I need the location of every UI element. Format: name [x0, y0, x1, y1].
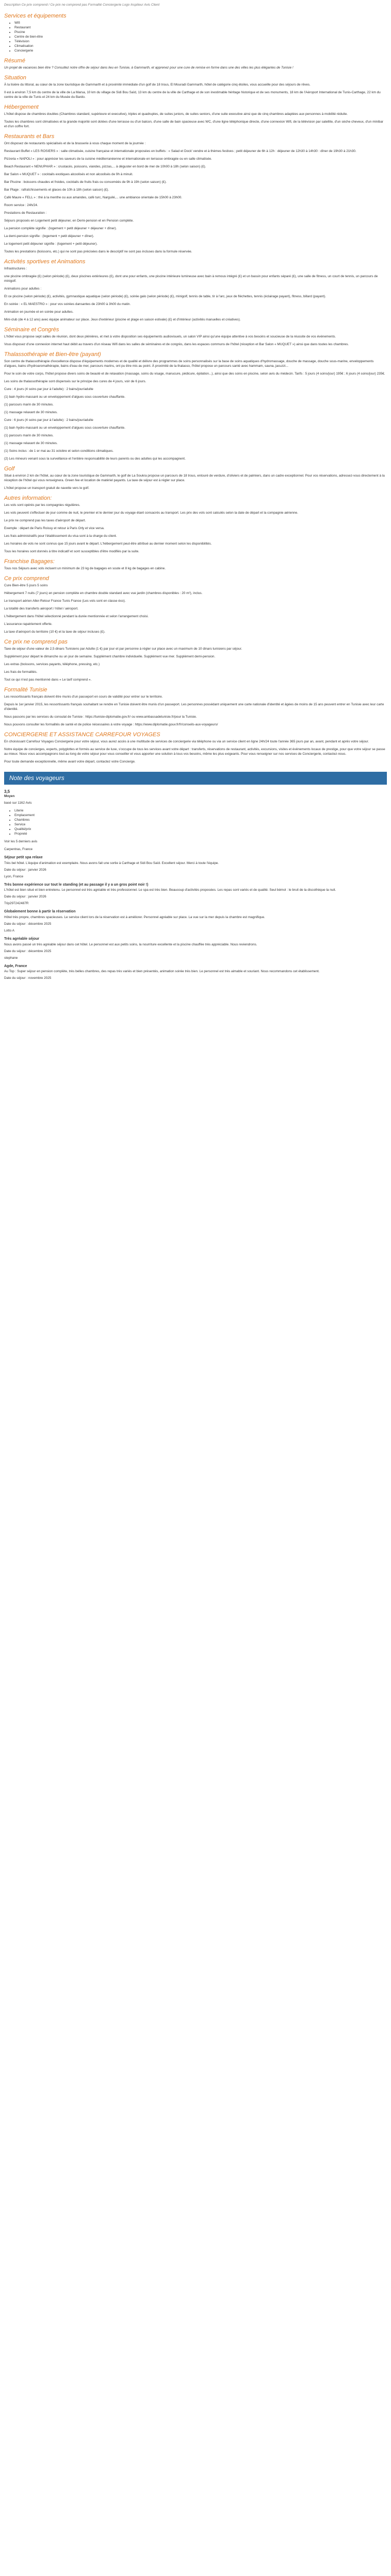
- review-title: Globalement bonne à partir la réservation: [4, 910, 76, 914]
- conciergerie-title: CONCIERGERIE ET ASSISTANCE CARREFOUR VOYAGES: [4, 732, 160, 738]
- thalasso-text: Pour le soin de votre corps, l'hôtel propose divers soins de beauté et de relaxation (massage, soins du visage, manucure, pédicure, épilation...), ainsi que des soins en piscine, selon avis du médecin. Tarifs : 5 jours (4 soins/jour) 195€ ; 6 jours (4 soins/jour) 235€.: [4, 372, 385, 376]
- reviews-filter[interactable]: Voir les 5 derniers avis: [4, 839, 38, 843]
- review-date: Date du séjour : novembre 2025: [4, 976, 52, 980]
- thalasso-cure: Cure : 6 jours (4 soins par jour à l'adulte) : 2 bains/jour/adulte: [4, 418, 93, 422]
- review-title: Séjour petit spa relaxe: [4, 855, 43, 859]
- review-author: Lyon, France: [4, 874, 24, 878]
- service-item: • Piscine: [14, 30, 387, 35]
- review-text: Hôtel très propre, chambres spacieuses. Le service client lors de la réservation est à améliorer. Personnel agréable sur place. La vue sur la mer depuis la chambre est magnifique.: [4, 916, 265, 919]
- prix-comprend-text: Hébergement 7 nuits (7 jours) en pension complète en chambre double standard avec vue jardin (chambres disponibles : 20 m²), inclus.: [4, 591, 203, 596]
- rating-category: • Literie: [14, 809, 387, 814]
- activites-text: Infrastructures :: [4, 267, 27, 271]
- restaurants-text: Ont disposez de restaurants spécialisés et de la brasserie à vous chaque moment de la journée :: [4, 142, 146, 146]
- restaurants-text: Restaurant Buffet « LES ROSIERS » : salle climatisée, cuisine française et internationale proposées en buffets : « Salad et Dock' vendre et à thèmes festives ; petit déjeuner de 6h à 12h : déjeuner de 12h30 à 14h30 : dîner de 19h30 à 21h30.: [4, 149, 356, 154]
- prix-ne-comprend-text: Taxe de séjour d'une valeur de 2,5 dinars Tunisiens par Adulte (1 €) par jour et par personne à régler sur place avec un maximum de 10 dinars tunisiens par séjour.: [4, 647, 242, 651]
- thalasso-cure-item: (1) bain hydro-massant ou un enveloppement d'algues sous couverture chauffante.: [4, 395, 125, 399]
- rating-category: • Chambres: [14, 818, 387, 823]
- restaurants-text: La pension complète signifie : (logement + petit déjeuner + déjeuner + dîner).: [4, 227, 117, 231]
- rating-score: 3,5: [4, 789, 10, 794]
- hebergement-title: Hébergement: [4, 104, 39, 111]
- prix-comprend-text: La totalité des transferts aéroport / hôtel / aéroport.: [4, 607, 78, 611]
- situation-title: Situation: [4, 75, 26, 81]
- thalasso-note: (2) Les mineurs venant sous la surveillance et l'entière responsabilité de leurs parents ou des adultes qui les accompagnent.: [4, 456, 186, 461]
- review-author: Carpentras, France: [4, 847, 33, 851]
- prix-comprend-text: Cure Bien-être 5 jours 5 soins: [4, 584, 48, 588]
- review-title: Très bonne expérience sur tout le standing (et au passage il y a un gros point noir !): [4, 883, 149, 887]
- review-author: stephane: [4, 956, 18, 960]
- review-text: Très bel hôtel. L'équipe d'animation est exemplaire. Nous avons fait une sortie à Carthage et Sidi Bou Saïd. Excellent séjour. Merci à toute l'équipe.: [4, 861, 219, 865]
- golf-text: Situé à environ 2 km de l'hôtel, au cœur de la zone touristique de Gammarth, le golf de La Soukra propose un parcours de 18 trous, entouré de verdure, d'oliviers et de palmiers, dans un cadre exceptionnel. Pour vos réservations, adressez-vous directement à la réception de l'hôtel qui vous renseignera. Green fee et location de matériel payants. La taxe de séjour est à régler sur place.: [4, 474, 385, 482]
- thalasso-title: Thalassothérapie et Bien-être (payant): [4, 351, 101, 358]
- franchise-title: Franchise Bagages:: [4, 558, 55, 565]
- autres-text: Le prix ne comprend pas les taxes d'aéroport de départ.: [4, 519, 86, 523]
- activites-text: une piscine ombragée (£) (selon période) (£), deux piscines extérieures (£), dont une pour enfants, une piscine intérieure lumineuse avec bain à remous intégré (£) et un bassin pour enfants séparé (£), une salle de fitness, un court de tennis, un parcours de minigolf.: [4, 275, 378, 283]
- autres-text: Les frais administratifs pour l'établissement du visa sont à la charge du client.: [4, 534, 117, 538]
- service-item: • Wifi: [14, 21, 387, 26]
- review-date: Date du séjour : janvier 2026: [4, 868, 46, 872]
- activites-text: Animations pour adultes :: [4, 287, 42, 291]
- review-author: Lotto A: [4, 928, 14, 933]
- review-text: L'hôtel est bien situé et bien entretenu. Le personnel est très agréable et très professionnel. Le spa est très bien. Beaucoup d'activités proposées. Les repas sont variés et de qualité. Seul bémol : le bruit de la discothèque la nuit.: [4, 888, 336, 892]
- formalite-text: Depuis le 1er janvier 2015, les ressortissants français souhaitant se rendre en Tunisie doivent être munis d'un passeport. Les personnes possédant uniquement une carte nationale d'identité et âgées de moins de 15 ans peuvent entrer en Tunisie avec leur carte d'identité.: [4, 703, 384, 711]
- formalite-title: Formalité Tunisie: [4, 687, 47, 693]
- services-list: [4, 21, 387, 54]
- conciergerie-text: En choisissant Carrefour Voyages Conciergerie pour votre séjour, vous aurez accès à une multitude de services de conciergerie via téléphone ou via un service client en ligne 24h/24 toute l'année 365 jours par an, avant, pendant et après votre séjour.: [4, 740, 369, 744]
- review: [4, 929, 387, 954]
- restaurants-text: Beach Restaurant « NENUPHAR » : crustacés, poissons, viandes, pizzas,... à déguster en bord de mer de 10h00 à 18h (selon saison) (£).: [4, 165, 206, 169]
- autres-text: Les horaires de vols ne sont connus que 15 jours avant le départ. L'hébergement peut-être attribué au dernier moment selon les disponibilités.: [4, 541, 212, 546]
- restaurants-text: Le logement petit déjeuner signifie : (logement + petit déjeuner).: [4, 242, 98, 246]
- prix-comprend-text: Le transport aérien Aller-Retour France Tunis France (Les vols sont en classe éco).: [4, 599, 126, 603]
- situation-text: À la lisière du littoral, au cœur de la zone touristique de Gammarth et à proximité immédiate d'un golf de 18 trous, El Mouradi Gammarth, hôtel de catégorie cinq étoiles, vous accueille pour des séjours de rêves.: [4, 83, 311, 87]
- thalasso-cure-item: (1) parcours marin de 30 minutes.: [4, 433, 54, 437]
- service-item: • Restaurant: [14, 26, 387, 30]
- reviews-bar: Note des voyageurs: [4, 772, 387, 785]
- prix-ne-comprend-text: Tout ce qui n'est pas mentionné dans « Le tarif comprend ».: [4, 678, 92, 682]
- restaurants-text: Bar Piscine : boissons chaudes et froides, cocktails de fruits frais ou consoméés de 9h à 19h (selon saison) (£).: [4, 180, 167, 184]
- activites-text: Et ce piscine (selon période) (£), activités, gymnastique aquatique (selon période) (£), soirée galo (selon période) (£), minigolf, tennis de table, tir à l'arc, jeux de fléchettes, tennis (éclairage payant), fitness, billard (payant).: [4, 295, 326, 299]
- conciergerie-text: Notre équipe de concierges, experts, polyglottes et formés au service de luxe, s'occupe de tous les services avant votre départ : transferts, réservations de restaurant, activités, excursions, visites et événements locaux de prestige, pour que votre séjour se passe au mieux. Nous vous accompagnons tout au long de votre séjour pour vous conseiller et vous apporter une solution à tous vos besoins, même les plus exigeants. Pour vous renseigner sur nos services de Conciergerie, contactez-nous.: [4, 748, 385, 756]
- rating-categories: [4, 809, 387, 837]
- rating-category: • Propreté: [14, 832, 387, 837]
- prix-comprend-text: L'assurance rapatriement offerte.: [4, 622, 53, 626]
- autres-text: Les vols sont opérés par les compagnies régulières.: [4, 503, 80, 507]
- review: [4, 875, 387, 900]
- restaurants-text: Séjours proposés en Logement petit déjeuner, en Demi-pension et en Pension complète.: [4, 219, 134, 223]
- rating-category: • Service: [14, 823, 387, 827]
- autres-text: Tous les horaires sont donnés à titre indicatif et sont susceptibles d'être modifiés par la suite.: [4, 549, 139, 553]
- conciergerie-text: Pour toute demande exceptionnelle, même avant votre départ, contactez votre Concierge.: [4, 760, 136, 764]
- review: [4, 848, 387, 873]
- review-date: Date du séjour : décembre 2025: [4, 922, 52, 926]
- service-item: • Conciergerie: [14, 49, 387, 54]
- golf-text: L'hôtel propose un transport gratuit de navette vers le golf.: [4, 486, 89, 490]
- rating-category: • Emplacement: [14, 814, 387, 818]
- review-title: Agde, France: [4, 964, 27, 968]
- activites-title: Activités sportives et Animations: [4, 259, 86, 265]
- activites-text: En soirée : « EL MAESTRO » : pour vos soirées dansantes de 23h00 à 3h00 du matin.: [4, 302, 131, 307]
- franchise-text: Tous nos Séjours avec vols incluent un minimum de 23 kg de bagages en soute et 8 kg de bagages en cabine.: [4, 567, 166, 571]
- thalasso-note: (1) Soins inclus : de 1 er mai au 31 octobre et selon conditions climatiques.: [4, 449, 114, 453]
- restaurants-text: Bar Salon « MUQUET » : cocktails exotiques alcoolisés et non alcoolisés de 9h à minuit.: [4, 173, 133, 177]
- review-date: Date du séjour : janvier 2026: [4, 895, 46, 899]
- restaurants-text: Toutes les prestations (boissons, etc.) qui ne sont pas précisées dans le descriptif ne sont pas incluses dans la formule réservée.: [4, 250, 192, 254]
- seminaire-title: Séminaire et Congrès: [4, 326, 59, 333]
- activites-text: Animation en journée et en soirée pour adultes.: [4, 310, 74, 314]
- prix-comprend-text: L'hébergement dans l'hôtel sélectionné pendant la durée mentionnée et selon l'arrangement choisi.: [4, 615, 149, 619]
- thalasso-cure-item: (1) parcours marin de 30 minutes.: [4, 403, 54, 407]
- prix-comprend-text: La taxe d'aéroport du territoire (10 €) et la taxe de séjour incluses (£).: [4, 630, 105, 634]
- resume-text: Un projet de vacances bien être ? Consultez notre offre de séjour dans lieu en Tunisie, à Gammarth, et apprenez pour une cure de remise en forme dans une des villes les plus élégantes de Tunisie !: [4, 66, 294, 70]
- restaurants-text: Pizzeria « NAPOLI » : pour apprécier les saveurs de la cuisine méditerranéenne et internationale en terrasse ombragée ou en salle climatisée.: [4, 157, 212, 161]
- service-item: • Télévision: [14, 40, 387, 44]
- autres-text: Exemple : départ de Paris Roissy et retour à Paris Orly et vice versa.: [4, 527, 105, 530]
- review-author: Trip297242487R: [4, 902, 29, 906]
- review-text: Nous avons passé un très agréable séjour dans cet hôtel. Le personnel est aux petits soins, la nourriture excellente et la piscine chauffée très appréciable. Nous reviendrons.: [4, 942, 257, 946]
- restaurants-text: Prestations de Restauration :: [4, 211, 47, 215]
- resume-title: Résumé: [4, 57, 25, 64]
- review: [4, 902, 387, 927]
- formalite-text: Nous passons par les services du consulat de Tunisie : https://tunisie-diplomatie.gov.fr/ ou www.ambassadetunisie.fr/pour la Tunisie.: [4, 715, 197, 719]
- golf-title: Golf: [4, 465, 15, 472]
- restaurants-title: Restaurants et Bars: [4, 133, 55, 140]
- formalite-text: Les ressortissants français doivent être munis d'un passeport en cours de validité pour entrer sur le territoire.: [4, 695, 163, 699]
- prix-ne-comprend-text: Les extras (boissons, services payants, téléphone, pressing, etc.): [4, 663, 100, 667]
- hebergement-text: L'hôtel dispose de chambres doubles (Chambres standard, supérieure et executive), triples et quadruples, de suites juniors, de suites seniors, d'une suite executive ainsi que de cinq chambres adaptées aux personnes à mobilité réduite.: [4, 112, 348, 116]
- autres-title: Autres information:: [4, 495, 52, 501]
- review-text: Au Top : Super séjour en pension complète, très belles chambres, des repas très variés et bien présentés, animation soirée très bien. Le personnel est très aimable et souriant. Nous recommandons cet établissement.: [4, 970, 320, 974]
- prix-comprend-title: Ce prix comprend: [4, 575, 49, 582]
- autres-text: Les vols peuvent s'effectuer de jour comme de nuit, le premier et le dernier jour du voyage étant consacrés au transport. Les prix des vols sont calculés selon la date de départ et la compagnie aérienne.: [4, 511, 298, 515]
- review-date: Date du séjour : décembre 2025: [4, 949, 52, 953]
- formalite-text: Nous pouvons consulter les formalités de santé et de police nécessaires à votre voyage : https://www.diplomatie.gouv.fr/fr/conseils-aux-voyageurs/: [4, 723, 218, 727]
- thalasso-text: Les soins de thalassothérapie sont dispensés sur le principe des cures de 4 jours, voir de 6 jours.: [4, 380, 146, 384]
- restaurants-text: La demi-pension signifie : (logement + petit déjeuner + dîner).: [4, 234, 94, 239]
- services-title: Services et équipements: [4, 12, 67, 19]
- service-item: • Climatisation: [14, 44, 387, 49]
- thalasso-cure-item: (1) bain hydro-massant ou un enveloppement d'algues sous couverture chauffante.: [4, 426, 125, 430]
- seminaire-text: L'hôtel vous propose sept salles de réunion, dont deux plénières, et met à votre disposition ses équipements audiovisuels, un salon VIP ainsi qu'une équipe attentive à vos besoins et soucieuse de la réussite de vos événements.: [4, 335, 336, 339]
- rating-count: basé sur 1162 Avis: [4, 801, 32, 805]
- thalasso-text: Son centre de thalassothérapie d'excellence dispose d'équipements modernes et de qualité et délivre des programmes de soins personnalisés sur la base de soins aquatiques d'hydromassage, douche de massage, douche sous-marine, enveloppements d'algues, bains d'hydroaromathérapie, bains d'eau de mer, parcours marins, ont pu être mis au point. À proximité de la thalasso, l'hôtel propose un parcours santé avec hammam, sauna, jacuzzi...: [4, 360, 374, 368]
- review: [4, 956, 387, 981]
- rating-category: • Qualité/prix: [14, 827, 387, 832]
- thalasso-cure: Cure : 4 jours (4 soins par jour à l'adulte) : 2 bains/jour/adulte: [4, 387, 93, 392]
- prix-ne-comprend-title: Ce prix ne comprend pas: [4, 639, 68, 645]
- activites-text: Mini-club (de 4 à 12 ans) avec équipe animateur sur place. Jeux d'extérieur (piscine et plage en saison estivale) (£) et d'intérieur (activités manuelles et créatives).: [4, 317, 241, 321]
- thalasso-cure-item: (1) massage relaxant de 30 minutes.: [4, 441, 58, 445]
- hebergement-text: Toutes les chambres sont climatisées et la grande majorité sont dotées d'une terrasse ou d'un balcon, d'une salle de bain spacieuse avec WC, d'une ligne téléphonique directe, d'une connexion Wifi, de la télévision par satellite, d'un sèche cheveux, d'un minibar et d'un coffre fort.: [4, 120, 384, 129]
- thalasso-cure-item: (1) massage relaxant de 30 minutes.: [4, 411, 58, 415]
- restaurants-text: Bar Plage : rafraîchissements et glaces de 10h à 18h (selon saison) (£).: [4, 188, 109, 192]
- rating-label: Moyen: [4, 794, 15, 799]
- prix-ne-comprend-text: Les frais de formalités.: [4, 670, 38, 674]
- restaurants-text: Room service : 24h/24.: [4, 204, 38, 208]
- review-title: Très agréable séjour: [4, 937, 40, 941]
- seminaire-text: Vous disposez d'une connexion internet haut débit au travers d'un réseau Wifi dans les salles de séminaires et de congrès, dans les espaces communs de l'hôtel (réception et Bar Salon « MUQUET ») ainsi que dans toutes les chambres.: [4, 343, 349, 347]
- service-item: • Centre de bien-être: [14, 35, 387, 40]
- top-links: Description Ce prix comprend / Ce prix ne comprend pas Formalité Conciergerie Logo Inspiteur Avis Client: [4, 3, 160, 7]
- prix-ne-comprend-text: Supplément pour départ le dimanche ou un jour de semaine. Supplément chambre individuelle. Supplément vue mer. Supplément demi-pension.: [4, 655, 216, 659]
- restaurants-text: Café Maure « FELL » : thé à la menthe ou aux amandes, café turc, Narguilé,... une ambiance orientale de 15h00 à 23h00.: [4, 196, 183, 200]
- situation-text: Il est à environ 7,5 km du centre de la ville de La Marsa, 10 km du village de Sidi Bou Saïd, 13 km du centre de la ville de Carthage et de son inestimable héritage historique et de ses monuments, 18 km de l'Aéroport International de Tunis-Carthage, 22 km du centre de la ville de Tunis et 24 km du Musée du Bardo.: [4, 91, 381, 99]
